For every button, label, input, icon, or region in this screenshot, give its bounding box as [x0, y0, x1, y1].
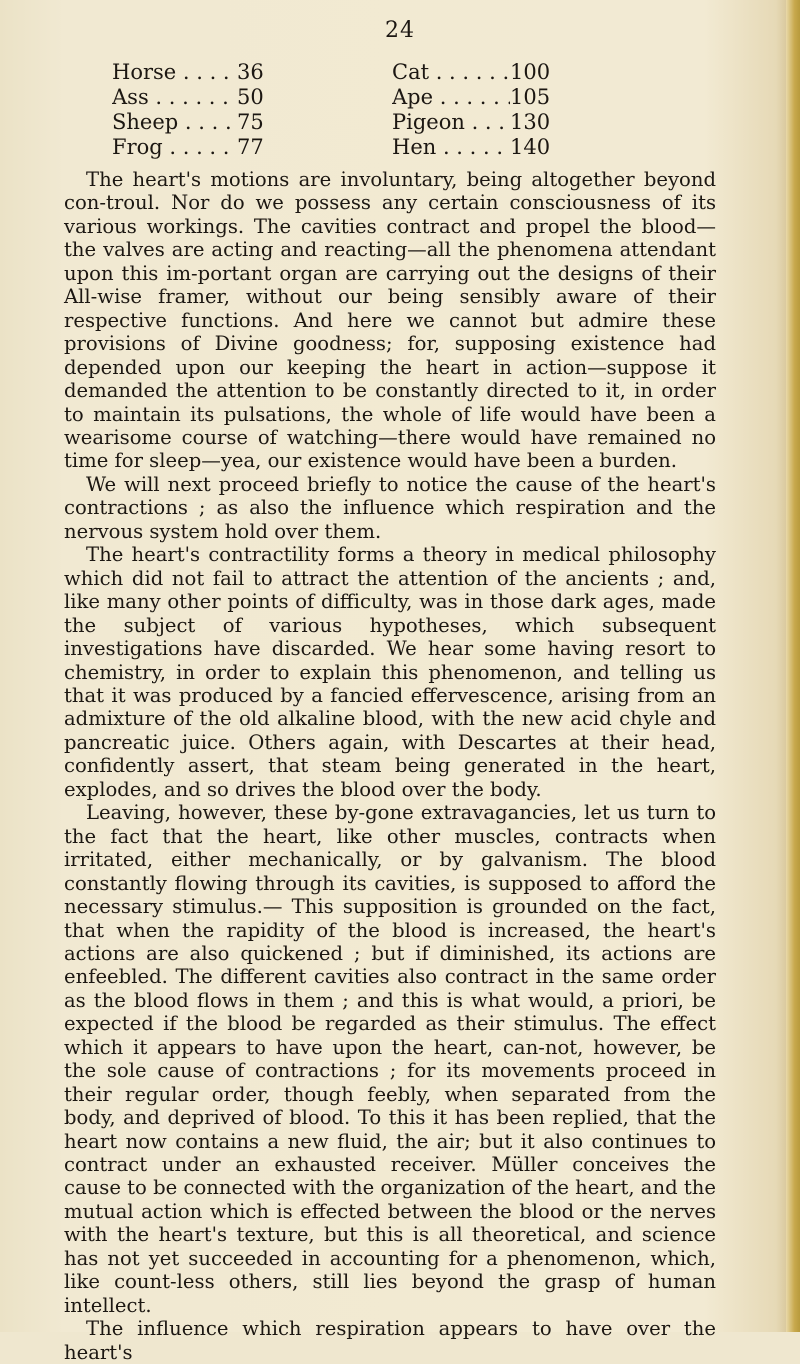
page-number: 24 [385, 18, 415, 43]
pulse-rate-table [112, 60, 672, 160]
pulse-rate: 130 [510, 110, 551, 134]
animal-name: Ape . . . [392, 85, 510, 110]
pulse-rate: 75 [237, 110, 264, 134]
table-cell [392, 110, 672, 135]
table-cell [112, 135, 392, 160]
pulse-rate: 36 [237, 60, 264, 84]
table-row [112, 85, 672, 110]
animal-name: Sheep . . . [112, 110, 237, 135]
paragraph: The heart's contractility forms a theory in medical philosophy which did not fail to attract the attention of the ancients ; and, like many other points of difficulty, was in those dark ages, made the subject of various hypotheses, which subsequent investigations have discarded. We hear some having resort to chemistry, in order to explain this phenomenon, and telling us that it was produced by a fancied effervescence, arising from an admixture of the old alkaline blood, with the new acid chyle and pancreatic juice. Others again, with Descartes at their head, confidently assert, that steam being generated in the heart, explodes, and so drives the blood over the body. [64, 543, 716, 801]
table-cell [112, 85, 392, 110]
animal-name: Frog . . . [112, 135, 237, 160]
page-edge [786, 0, 800, 1332]
paragraph: The heart's motions are involuntary, being altogether beyond con-troul. Nor do we possess any certain consciousness of its various workings. The cavities contract and propel the blood—the valves are acting and reacting—all the phenomena attendant upon this im-portant organ are carrying out the designs of their All-wise framer, without our being sensibly aware of their respective functions. And here we cannot but admire these provisions of Divine goodness; for, supposing existence had depended upon our keeping the heart in action—suppose it demanded the attention to be constantly directed to it, in order to maintain its pulsations, the whole of life would have been a wearisome course of watching—there would have remained no time for sleep—yea, our existence would have been a burden. [64, 168, 716, 473]
animal-name: Hen . . . [392, 135, 510, 160]
table-cell [112, 110, 392, 135]
animal-name: Pigeon . . . [392, 110, 510, 135]
paragraph: The influence which respiration appears to have over the heart's [64, 1317, 716, 1364]
table-cell [392, 135, 672, 160]
table-row [112, 60, 672, 85]
table-cell [392, 60, 672, 85]
paragraph: Leaving, however, these by-gone extravagancies, let us turn to the fact that the heart, like other muscles, contracts when irritated, either mechanically, or by galvanism. The blood constantly flowing through its cavities, is supposed to afford the necessary stimulus.— This supposition is grounded on the fact, that when the rapidity of the blood is increased, the heart's actions are also quickened ; but if diminished, its actions are enfeebled. The different cavities also contract in the same order as the blood flows in them ; and this is what would, a priori, be expected if the blood be regarded as their stimulus. The effect which it appears to have upon the heart, can-not, however, be the sole cause of contractions ; for its movements proceed in their regular order, though feebly, when separated from the body, and deprived of blood. To this it has been replied, that the heart now contains a new fluid, the air; but it also continues to contract under an exhausted receiver. Müller conceives the cause to be connected with the organization of the heart, and the mutual action which is effected between the blood or the nerves with the heart's texture, but this is all theoretical, and science has not yet succeeded in accounting for a phenomenon, which, like count-less others, still lies beyond the grasp of human intellect. [64, 801, 716, 1317]
body-text [64, 168, 716, 1364]
table-row [112, 110, 672, 135]
paragraph: We will next proceed briefly to notice the cause of the heart's contractions ; as also the influence which respiration and the nervous system hold over them. [64, 472, 716, 543]
pulse-rate: 100 [510, 60, 551, 84]
pulse-rate: 50 [237, 85, 264, 109]
pulse-rate: 140 [510, 135, 551, 159]
table-cell [392, 85, 672, 110]
pulse-rate: 105 [510, 85, 551, 109]
table-cell [112, 60, 392, 85]
table-row [112, 135, 672, 160]
animal-name: Horse . . . [112, 60, 237, 85]
animal-name: Ass . . . [112, 85, 237, 110]
animal-name: Cat . . . [392, 60, 510, 85]
pulse-rate: 77 [237, 135, 264, 159]
